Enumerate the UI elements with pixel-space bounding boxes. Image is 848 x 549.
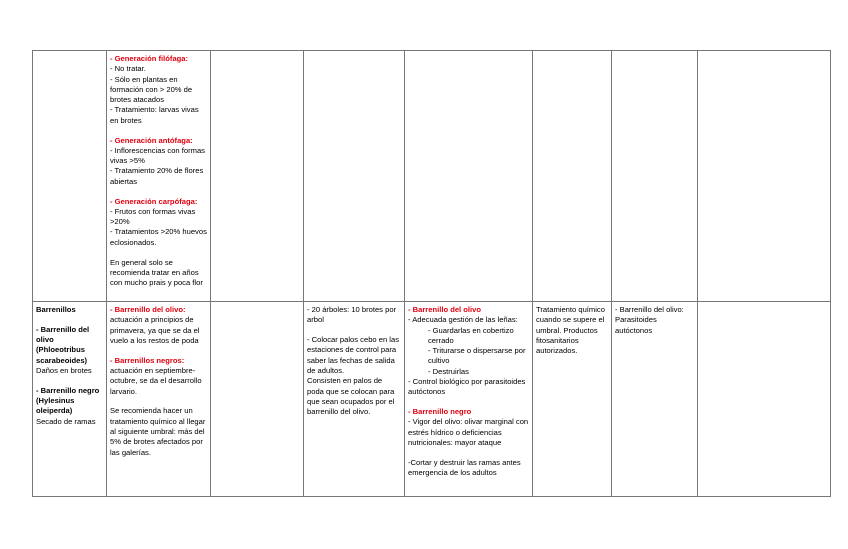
monitoring-line: Consisten en palos de poda que se colocan para que sean ocupados por el barrenillo del olivo. bbox=[307, 376, 395, 417]
measures-olivo-line: - Adecuada gestión de las leñas: bbox=[408, 315, 518, 325]
biological-text: - Barrenillo del olivo: Parasitoides autóctonos bbox=[615, 305, 684, 335]
pest-negro-damage: Secado de ramas bbox=[36, 416, 96, 426]
monitoring-cell bbox=[304, 302, 405, 497]
pest-negro-name: - Barrenillo negro (Hylesinus oleiperda) bbox=[36, 385, 100, 416]
threshold-cell bbox=[107, 51, 211, 302]
pest-title: Barrenillos bbox=[36, 305, 76, 314]
filofaga-title: - Generación filófaga: bbox=[110, 54, 189, 63]
measures-negro-title: - Barrenillo negro bbox=[408, 407, 472, 417]
empty-cell bbox=[211, 51, 304, 302]
threshold-recommendation: Se recomienda hacer un tratamiento químico al llegar al siguiente umbral: más del 5% de brotes afectados por las galerías. bbox=[110, 406, 206, 457]
biological-cell bbox=[612, 302, 698, 497]
antofaga-line: - Tratamiento 20% de flores abiertas bbox=[110, 166, 204, 186]
carpofaga-title: - Generación carpófaga: bbox=[110, 196, 198, 206]
measures-olivo-title: - Barrenillo del olivo bbox=[408, 305, 481, 314]
antofaga-title: - Generación antófaga: bbox=[110, 135, 193, 145]
pest-cell bbox=[33, 302, 107, 497]
pest-cell bbox=[33, 51, 107, 302]
pest-control-table bbox=[32, 50, 831, 497]
empty-cell bbox=[612, 51, 698, 302]
empty-cell bbox=[698, 51, 831, 302]
empty-cell bbox=[304, 51, 405, 302]
carpofaga-line: - Frutos con formas vivas >20% bbox=[110, 206, 196, 227]
filofaga-line: - Tratamiento: larvas vivas en brotes bbox=[110, 105, 199, 125]
threshold-olivo-text: actuación a principios de primavera, ya que se da el vuelo a los restos de poda bbox=[110, 315, 200, 345]
general-note: En general solo se recomienda tratar en años con mucho prais y poca flor bbox=[110, 257, 203, 288]
filofaga-line: - No tratar. bbox=[110, 64, 146, 74]
carpofaga-line: - Tratamientos >20% huevos eclosionados. bbox=[110, 227, 207, 247]
threshold-cell bbox=[107, 302, 211, 497]
threshold-negros-text: actuación en septiembre-octubre, se da el desarrollo larvario. bbox=[110, 365, 202, 396]
threshold-negros-title: - Barrenillos negros: bbox=[110, 355, 185, 365]
measures-sub-line: - Destruirlas bbox=[428, 366, 469, 376]
pest-olivo-name: - Barrenillo del olivo (Phloeotribus scarabeoides) bbox=[36, 324, 90, 365]
table-row bbox=[33, 51, 831, 302]
measures-negro-cut: -Cortar y destruir las ramas antes emergencia de los adultos bbox=[408, 457, 521, 478]
threshold-olivo-title: - Barrenillo del olivo: bbox=[110, 305, 186, 314]
empty-cell bbox=[211, 302, 304, 497]
pest-olivo-damage: Daños en brotes bbox=[36, 365, 92, 375]
measures-negro-text: - Vigor del olivo: olivar marginal con estrés hídrico o deficiencias nutricionales: mayor ataque bbox=[408, 417, 529, 448]
measures-bio-line: - Control biológico por parasitoides autóctonos bbox=[408, 377, 526, 397]
filofaga-line: - Sólo en plantas en formación con > 20% de brotes atacados bbox=[110, 74, 193, 105]
monitoring-line: - 20 árboles: 10 brotes por arbol bbox=[307, 305, 397, 325]
measures-cell bbox=[405, 302, 533, 497]
measures-sub-line: - Triturarse o dispersarse por cultivo bbox=[428, 346, 526, 366]
empty-cell bbox=[405, 51, 533, 302]
monitoring-line: - Colocar palos cebo en las estaciones de control para saber las fechas de salida de adultos. bbox=[307, 335, 400, 375]
measures-sub-line: - Guardarlas en cobertizo cerrado bbox=[428, 325, 514, 345]
empty-cell bbox=[698, 302, 831, 497]
chemical-cell bbox=[533, 302, 612, 497]
antofaga-line: - Inflorescencias con formas vivas >5% bbox=[110, 145, 205, 166]
chemical-text: Tratamiento químico cuando se supere el umbral. Productos fitosanitarios autorizados. bbox=[536, 305, 605, 356]
table-row bbox=[33, 302, 831, 497]
empty-cell bbox=[533, 51, 612, 302]
